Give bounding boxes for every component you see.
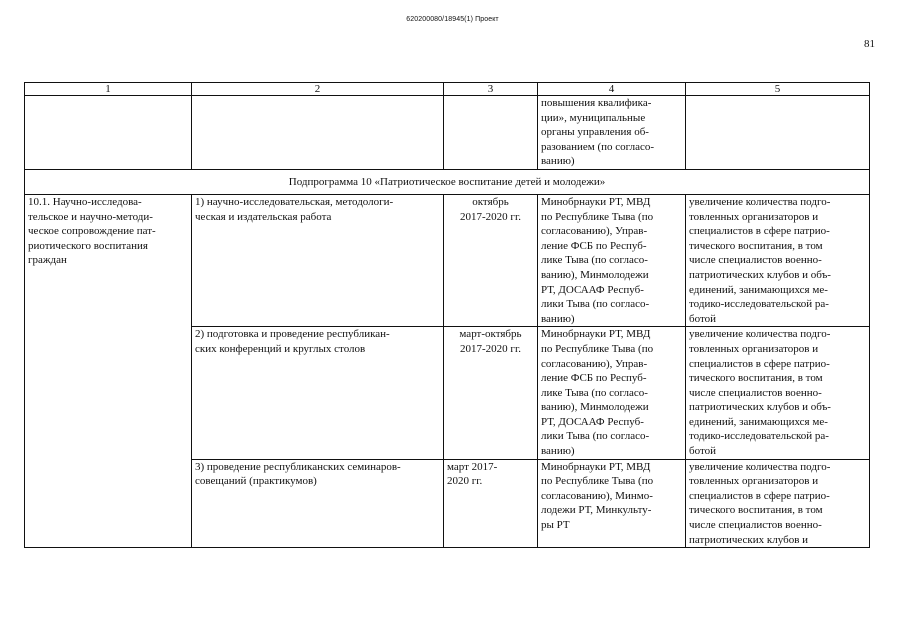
- table-row: [25, 194, 870, 326]
- continuation-col-1: [25, 96, 192, 170]
- result-cell: увеличение количества подго- товленных организаторов и специалистов в сфере патрио- тического воспитания, в том числе специалистов военно- патриотических клубов и объ- единений, занимающихся ме- тодико-исследовательской ра- ботой: [686, 327, 870, 459]
- activity-cell: 3) проведение республиканских семинаров- совещаний (практикумов): [192, 459, 444, 548]
- result-cell: увеличение количества подго- товленных организаторов и специалистов в сфере патрио- тического воспитания, в том числе специалистов военно- патриотических клубов и объ- единений, занимающихся ме- тодико-исследовательской ра- ботой: [686, 194, 870, 326]
- header-col-3: 3: [444, 83, 538, 96]
- header-row: [25, 83, 870, 96]
- executors-cell: Минобрнауки РТ, МВД по Республике Тыва (по согласованию), Управ- ление ФСБ по Респуб- лике Тыва (по согласо- ванию), Минмолодежи РТ, ДОСААФ Респуб- лики Тыва (по согласо- ванию): [538, 194, 686, 326]
- header-col-1: 1: [25, 83, 192, 96]
- subprogram-row: [25, 169, 870, 194]
- header-col-5: 5: [686, 83, 870, 96]
- program-table: [24, 82, 870, 548]
- continuation-col-2: [192, 96, 444, 170]
- continuation-col-5: [686, 96, 870, 170]
- header-col-2: 2: [192, 83, 444, 96]
- activity-cell: 1) научно-исследовательская, методологи- ческая и издательская работа: [192, 194, 444, 326]
- page-number: 81: [864, 38, 875, 50]
- document-id: 620200080/18945(1) Проект: [406, 16, 499, 23]
- result-cell: увеличение количества подго- товленных организаторов и специалистов в сфере патрио- тического воспитания, в том числе специалистов военно- патриотических клубов и: [686, 459, 870, 548]
- section-label: 10.1. Научно-исследова- тельское и научно-методи- ческое сопровождение пат- риотического воспитания граждан: [25, 194, 192, 547]
- continuation-col-3: [444, 96, 538, 170]
- executors-cell: Минобрнауки РТ, МВД по Республике Тыва (по согласованию), Управ- ление ФСБ по Респуб- лике Тыва (по согласо- ванию), Минмолодежи РТ, ДОСААФ Респуб- лики Тыва (по согласо- ванию): [538, 327, 686, 459]
- activity-cell: 2) подготовка и проведение республикан- ских конференций и круглых столов: [192, 327, 444, 459]
- subprogram-title: Подпрограмма 10 «Патриотическое воспитание детей и молодежи»: [25, 169, 870, 194]
- period-cell: март-октябрь 2017-2020 гг.: [444, 327, 538, 459]
- period-cell: октябрь 2017-2020 гг.: [444, 194, 538, 326]
- continuation-row: [25, 96, 870, 170]
- header-col-4: 4: [538, 83, 686, 96]
- executors-cell: Минобрнауки РТ, МВД по Республике Тыва (по согласованию), Минмо- лодежи РТ, Минкульту- ры РТ: [538, 459, 686, 548]
- continuation-executors: повышения квалифика- ции», муниципальные органы управления об- разованием (по согласо- ванию): [538, 96, 686, 170]
- period-cell: март 2017- 2020 гг.: [444, 459, 538, 548]
